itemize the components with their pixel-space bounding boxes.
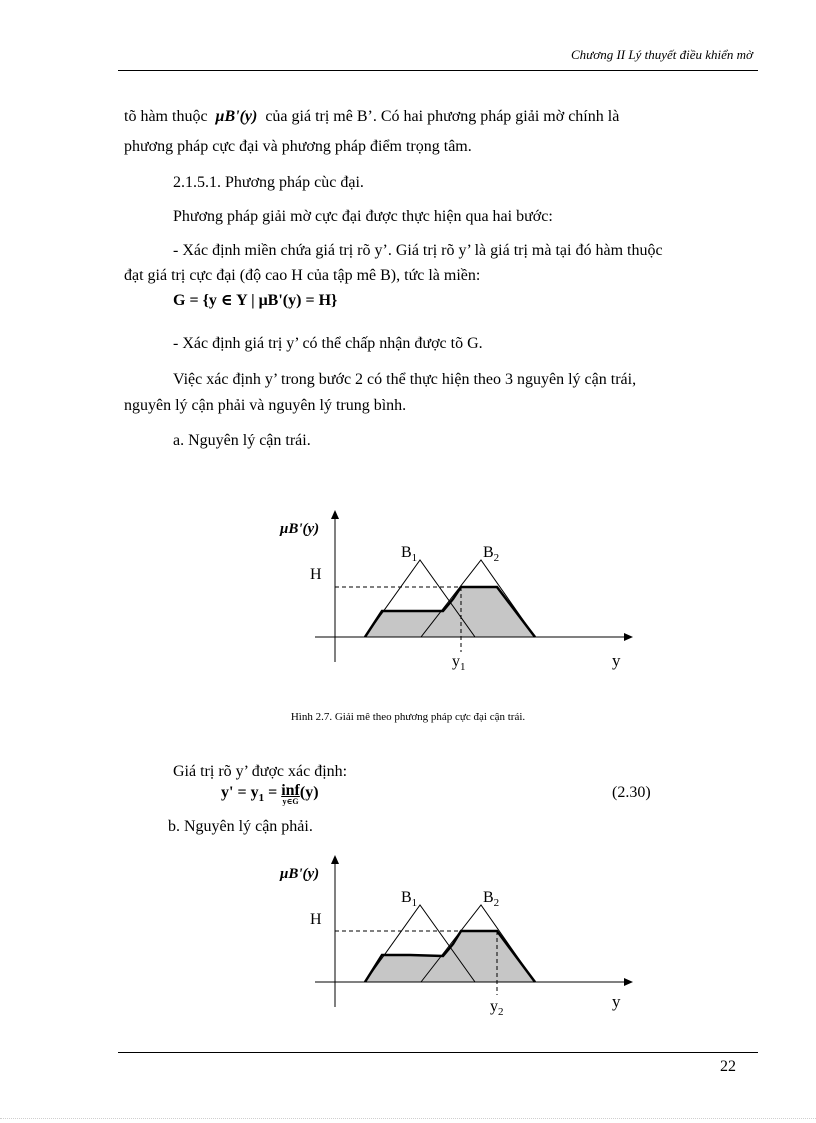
- header-rule: [118, 70, 758, 71]
- paragraph-1-line-1: [124, 104, 746, 130]
- formula-inf-sub: y∈G: [282, 797, 299, 806]
- fig2-y2-sub: 2: [498, 1006, 504, 1018]
- fig2-y2-text: y: [490, 998, 498, 1015]
- fig2-shaded-region: [365, 931, 535, 982]
- fig2-x-axis-label: y: [612, 992, 621, 1011]
- fig1-y1-text: y: [452, 653, 460, 670]
- paragraph-3-line-2: đạt giá trị cực đại (độ cao H của tập mê B), tức là miền:: [124, 267, 481, 284]
- subheading-a: a. Nguyên lý cận trái.: [173, 432, 311, 449]
- section-heading: 2.1.5.1. Phương pháp cùc đại.: [173, 174, 364, 191]
- paragraph-1-line-2: phương pháp cực đại và phương pháp điểm trọng tâm.: [124, 138, 472, 155]
- chapter-header: Chương II Lý thuyết điều khiển mờ: [571, 47, 753, 62]
- fig2-b1-sub: 1: [411, 897, 418, 909]
- fig1-x-arrow: [624, 633, 633, 641]
- formula-lhs-sub: 1: [258, 792, 265, 805]
- paragraph-5-line-1: Việc xác định y’ trong bước 2 có thể thực hiện theo 3 nguyên lý cận trái,: [173, 371, 637, 388]
- formula-eq: =: [264, 784, 282, 801]
- paragraph-5-line-2: nguyên lý cận phải và nguyên lý trung bình.: [124, 397, 407, 414]
- fig2-h-label: H: [310, 911, 322, 928]
- fig2-b2-text: B: [483, 889, 494, 906]
- footer-rule: [118, 1052, 758, 1053]
- formula-lhs: y' = y: [221, 784, 259, 801]
- fig2-y2-label: [490, 998, 504, 1018]
- page-edge-dotted-line: [0, 1118, 816, 1119]
- fig2-b2-sub: 2: [493, 897, 500, 909]
- fig2-y-axis-label: μB'(y): [280, 866, 320, 882]
- fig1-y1-sub: 1: [460, 661, 466, 673]
- fig2-b1-text: B: [401, 889, 412, 906]
- paragraph-2: Phương pháp giải mờ cực đại được thực hiện qua hai bước:: [173, 208, 553, 225]
- fig2-b1-label: [401, 889, 417, 909]
- formula-inf: inf: [281, 782, 300, 799]
- p1-text-b: của giá trị mê B’. Có hai phương pháp giải mờ chính là: [265, 108, 620, 125]
- fig1-y-axis-label: μB'(y): [280, 521, 320, 537]
- fig1-b2-text: B: [483, 544, 494, 561]
- fig1-b1-sub: 1: [411, 552, 418, 564]
- formula-2-30: [221, 782, 319, 809]
- fig1-b2-label: [483, 544, 499, 564]
- equation-number: (2.30): [612, 784, 651, 801]
- fig1-b1-text: B: [401, 544, 412, 561]
- p1-text-a: tõ hàm thuộc: [124, 108, 208, 125]
- fig1-b1-label: [401, 544, 417, 564]
- figure-1-left-bound: [270, 500, 650, 680]
- fig1-y1-label: [452, 653, 466, 673]
- fig1-h-label: H: [310, 566, 322, 583]
- fig1-b2-sub: 2: [493, 552, 500, 564]
- formula-inf-block: [281, 784, 300, 806]
- fig1-x-axis-label: y: [612, 651, 621, 670]
- fig2-y-arrow: [331, 855, 339, 864]
- figure-2-right-bound: [270, 845, 650, 1025]
- figure-1-caption: Hình 2.7. Giải mê theo phương pháp cực đại cận trái.: [290, 711, 526, 723]
- fig2-b2-label: [483, 889, 499, 909]
- subheading-b: b. Nguyên lý cận phải.: [168, 818, 313, 835]
- page-number: 22: [720, 1058, 736, 1075]
- paragraph-4: - Xác định giá trị y’ có thể chấp nhận được tõ G.: [173, 335, 483, 352]
- set-formula: G = {y ∈ Y | μB'(y) = H}: [173, 292, 338, 309]
- fig2-x-arrow: [624, 978, 633, 986]
- paragraph-3-line-1: - Xác định miền chứa giá trị rõ y’. Giá trị rõ y’ là giá trị mà tại đó hàm thuộc: [173, 242, 663, 259]
- mu-b-prime: μB'(y): [215, 108, 258, 125]
- fig1-y-arrow: [331, 510, 339, 519]
- paragraph-6: Giá trị rõ y’ được xác định:: [173, 763, 348, 780]
- formula-rhs: (y): [299, 784, 319, 801]
